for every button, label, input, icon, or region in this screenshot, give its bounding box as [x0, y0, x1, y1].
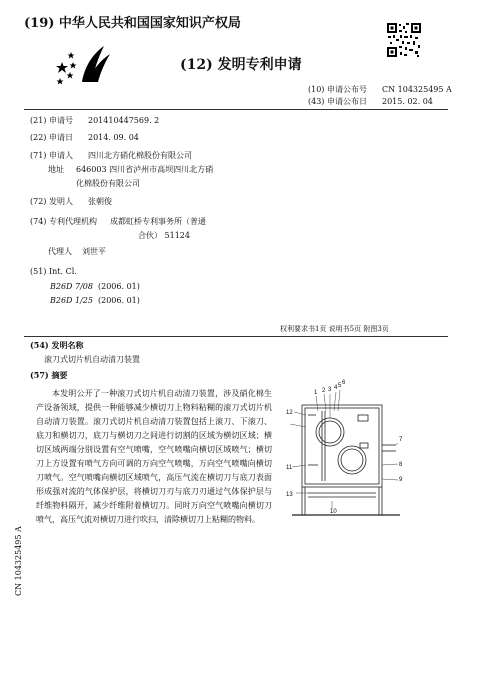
filing-date: 2014. 09. 04 — [88, 133, 139, 142]
pub-no-label: (10) 申请公布号 — [308, 85, 367, 94]
filing-date-label: (22) 申请日 — [30, 133, 73, 142]
side-publication-code: CN 104325495 A — [14, 526, 23, 596]
cnipa-logo-icon — [54, 42, 112, 88]
inventor-label: (72) 发明人 — [30, 197, 73, 206]
figure-callout-13: 13 — [286, 492, 293, 498]
figure-callout-6: 6 — [342, 380, 346, 386]
invention-title: 滚刀式切片机自动清刀装置 — [44, 355, 140, 364]
app-no-label: (21) 申请号 — [30, 116, 73, 125]
agent-label: 代理人 — [48, 247, 72, 256]
document-type: (12) 发明专利申请 — [180, 57, 302, 73]
agency-label: (74) 专利代理机构 — [30, 217, 97, 226]
pub-date: 2015. 02. 04 — [382, 97, 433, 106]
agency-line-1: 成都虹桥专利事务所（普通 — [110, 217, 206, 226]
qr-code-icon — [386, 22, 422, 58]
title-label: (54) 发明名称 — [30, 340, 84, 350]
address-line-2: 化棉股份有限公司 — [76, 179, 140, 188]
figure-callout-8: 8 — [399, 462, 403, 468]
figure-callout-12: 12 — [286, 410, 293, 416]
abstract-label: (57) 摘要 — [30, 370, 68, 380]
figure-callout-5: 5 — [338, 383, 342, 389]
inventor: 张朝俊 — [88, 197, 112, 206]
abstract-figure — [272, 375, 422, 545]
abstract-text: 本发明公开了一种滚刀式切片机自动清刀装置，涉及硝化棉生产设备领域，提供一种能够减少横切刀上物料粘糊的滚刀式切片机自动清刀装置。滚刀式切片机自动清刀装置包括上滚刀、下滚刀、底刀和横切刀，底刀与横切刀之间进行切割的区域为横切区域；横切区域两端分别设置有空气喷嘴，空气喷嘴向横切区域喷气；横切刀上方设置有喷气方向可调的万向空气喷嘴，万向空气喷嘴向横切刀喷气。空气喷嘴向横切区域喷气，高压气流在横切刀与底刀表面形成强对流的气体保护层，将横切刀刃与底刀刃通过气体保护层与纤维物料隔开，减少纤维附着横切刀。同时万向空气喷嘴向横切刀喷气，高压气流对横切刀进行吹扫，清除横切刀上粘糊的物料。 — [36, 389, 272, 524]
figure-callout-1: 1 — [314, 390, 318, 396]
header-divider — [24, 109, 448, 110]
figure-callout-3: 3 — [328, 387, 332, 393]
agent: 刘世平 — [82, 247, 106, 256]
applicant-label: (71) 申请人 — [30, 151, 73, 160]
figure-callout-11: 11 — [286, 465, 293, 471]
pages-divider — [24, 336, 448, 337]
pub-date-label: (43) 申请公布日 — [308, 97, 367, 106]
machine-frame — [302, 405, 382, 487]
app-no: 201410447569. 2 — [88, 116, 160, 125]
ipc-date-2: (2006. 01) — [98, 296, 140, 305]
ipc-code-2: B26D 1/25 — [50, 296, 93, 305]
figure-callout-10: 10 — [330, 509, 337, 515]
figure-callout-4: 4 — [334, 385, 338, 391]
pub-no: CN 104325495 A — [382, 85, 452, 94]
intcl-label: (51) Int. Cl. — [30, 267, 77, 276]
figure-callout-9: 9 — [399, 477, 403, 483]
office-name: (19) 中华人民共和国国家知识产权局 — [24, 16, 241, 31]
upper-roller — [316, 418, 344, 446]
address-label: 地址 — [48, 165, 64, 174]
address-line-1: 646003 四川省泸州市高坝四川北方硝 — [76, 165, 214, 174]
agency-line-2: 合伙） 51124 — [138, 231, 190, 240]
lower-roller — [338, 446, 366, 474]
applicant: 四川北方硝化棉股份有限公司 — [88, 151, 192, 160]
ipc-code-1: B26D 7/08 — [50, 282, 93, 291]
ipc-date-1: (2006. 01) — [98, 282, 140, 291]
figure-callout-2: 2 — [322, 388, 326, 394]
figure-callout-7: 7 — [399, 437, 403, 443]
pages-info: 权利要求书1页 说明书5页 附图3页 — [280, 325, 389, 333]
